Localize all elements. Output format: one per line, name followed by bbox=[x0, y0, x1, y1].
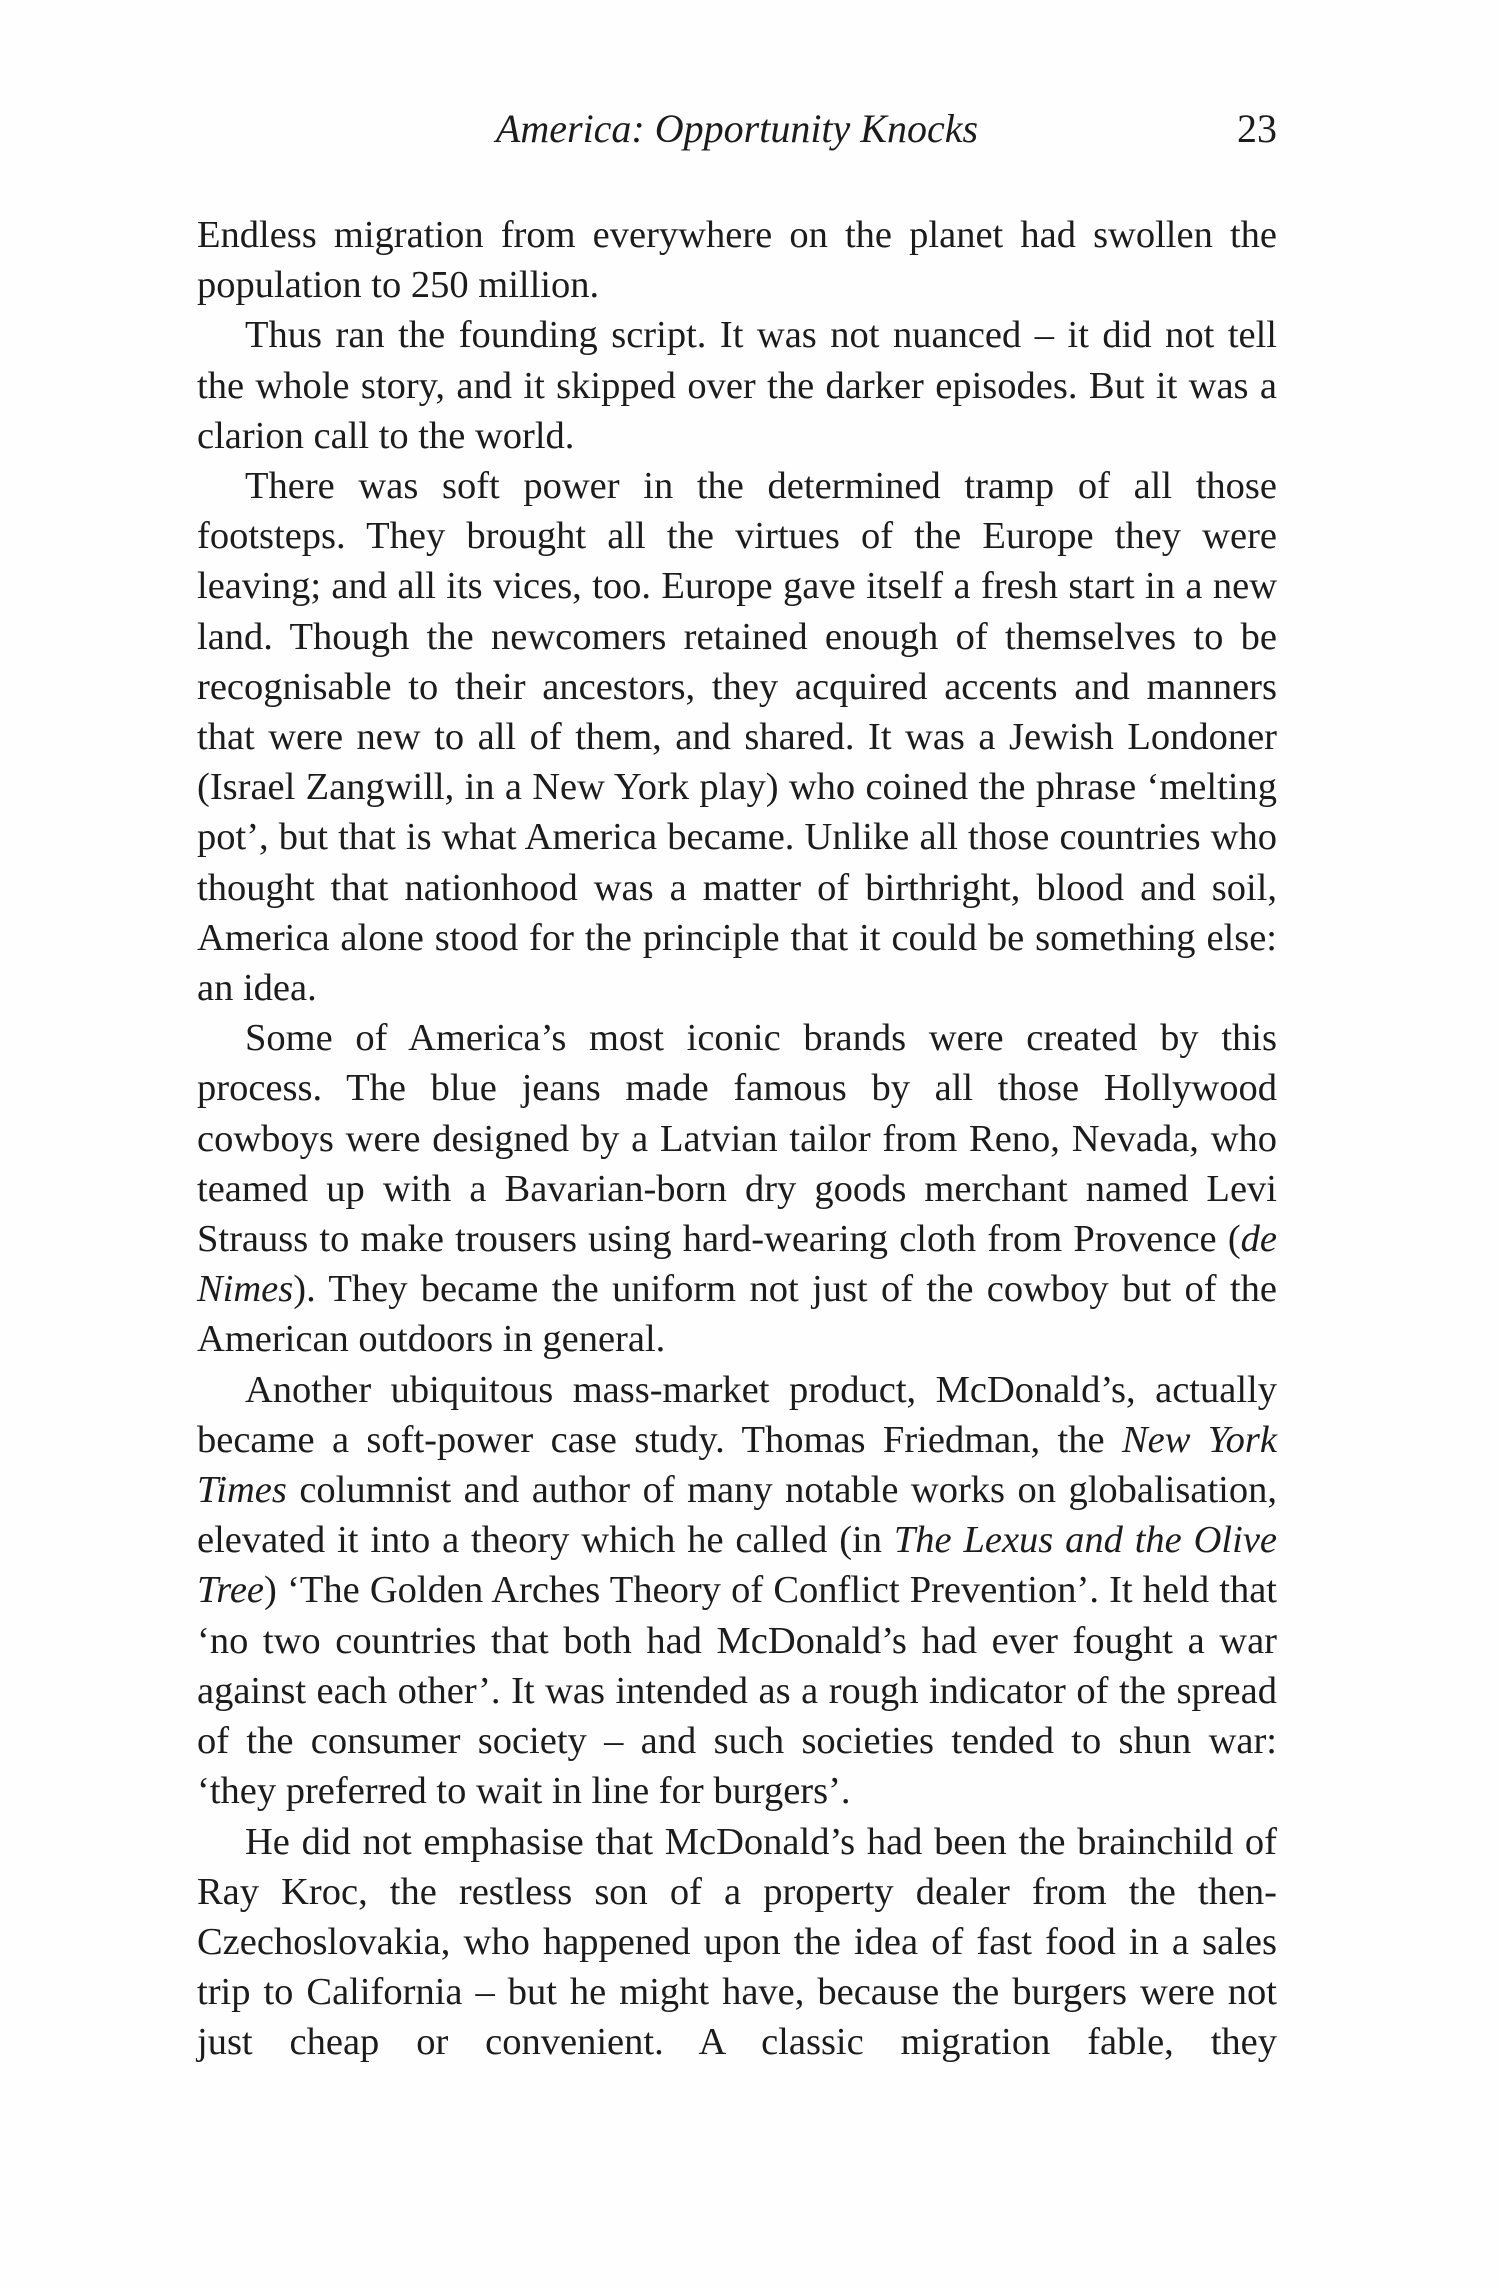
paragraph-1 bbox=[197, 210, 1277, 310]
body-text bbox=[197, 210, 1277, 2068]
italic-segment: de Nimes bbox=[197, 1218, 1277, 1311]
text-segment: ) ‘The Golden Arches Theory of Conflict Prevention’. It held that ‘no two countries that both had McDonald’s had ever fought a war against each other’. It was intended as a rough indicator of the spread of the consumer society – and such societies tended to shun war: ‘they preferred to wait in line for burgers’. bbox=[197, 1569, 1277, 1813]
text-segment: Endless migration from everywhere on the planet had swollen the population to 250 million. bbox=[197, 214, 1277, 307]
text-segment: ). They became the uniform not just of the cowboy but of the American outdoors in general. bbox=[197, 1268, 1277, 1361]
running-head bbox=[197, 105, 1277, 165]
text-segment: There was soft power in the determined tramp of all those footsteps. They brought all the virtues of the Europe they were leaving; and all its vices, too. Europe gave itself a fresh start in a new land. Though the newcomers retained enough of themselves to be recognisable to their ancestors, they acquired accents and manners that were new to all of them, and shared. It was a Jewish Londoner (Israel Zangwill, in a New York play) who coined the phrase ‘melting pot’, but that is what America became. Unlike all those countries who thought that nationhood was a matter of birthright, blood and soil, America alone stood for the principle that it could be something else: an idea. bbox=[197, 465, 1277, 1010]
running-title: America: Opportunity Knocks bbox=[495, 106, 979, 151]
text-segment: Some of America’s most iconic brands were created by this process. The blue jeans made famous by all those Hollywood cowboys were designed by a Latvian tailor from Reno, Nevada, who teamed up with a Bavarian-born dry goods merchant named Levi Strauss to make trousers using hard-wearing cloth from Provence ( bbox=[197, 1017, 1277, 1261]
text-segment: Another ubiquitous mass-market product, McDonald’s, actually became a soft-power case study. Thomas Friedman, the bbox=[197, 1368, 1277, 1461]
text-segment: columnist and author of many notable works on globalisation, elevated it into a theory which he called (in bbox=[197, 1469, 1277, 1562]
page-number: 23 bbox=[1237, 106, 1277, 151]
paragraph-3 bbox=[197, 461, 1277, 1013]
italic-segment: New York Times bbox=[197, 1418, 1277, 1512]
paragraph-4 bbox=[197, 1013, 1277, 1364]
italic-segment: The Lexus and the Olive Tree bbox=[197, 1519, 1277, 1612]
paragraph-2 bbox=[197, 310, 1277, 461]
text-segment: He did not emphasise that McDonald’s had been the brainchild of Ray Kroc, the restless son of a property dealer from the then-Czechoslovakia, who happened upon the idea of fast food in a sales trip to California – but he might have, because the burgers were not just cheap or convenient. A classic migration fable, they bbox=[197, 1820, 1277, 2064]
paragraph-6 bbox=[197, 1817, 1277, 2068]
paragraph-5 bbox=[197, 1365, 1277, 1817]
text-segment: Thus ran the founding script. It was not nuanced – it did not tell the whole story, and it skipped over the darker episodes. But it was a clarion call to the world. bbox=[197, 314, 1277, 457]
